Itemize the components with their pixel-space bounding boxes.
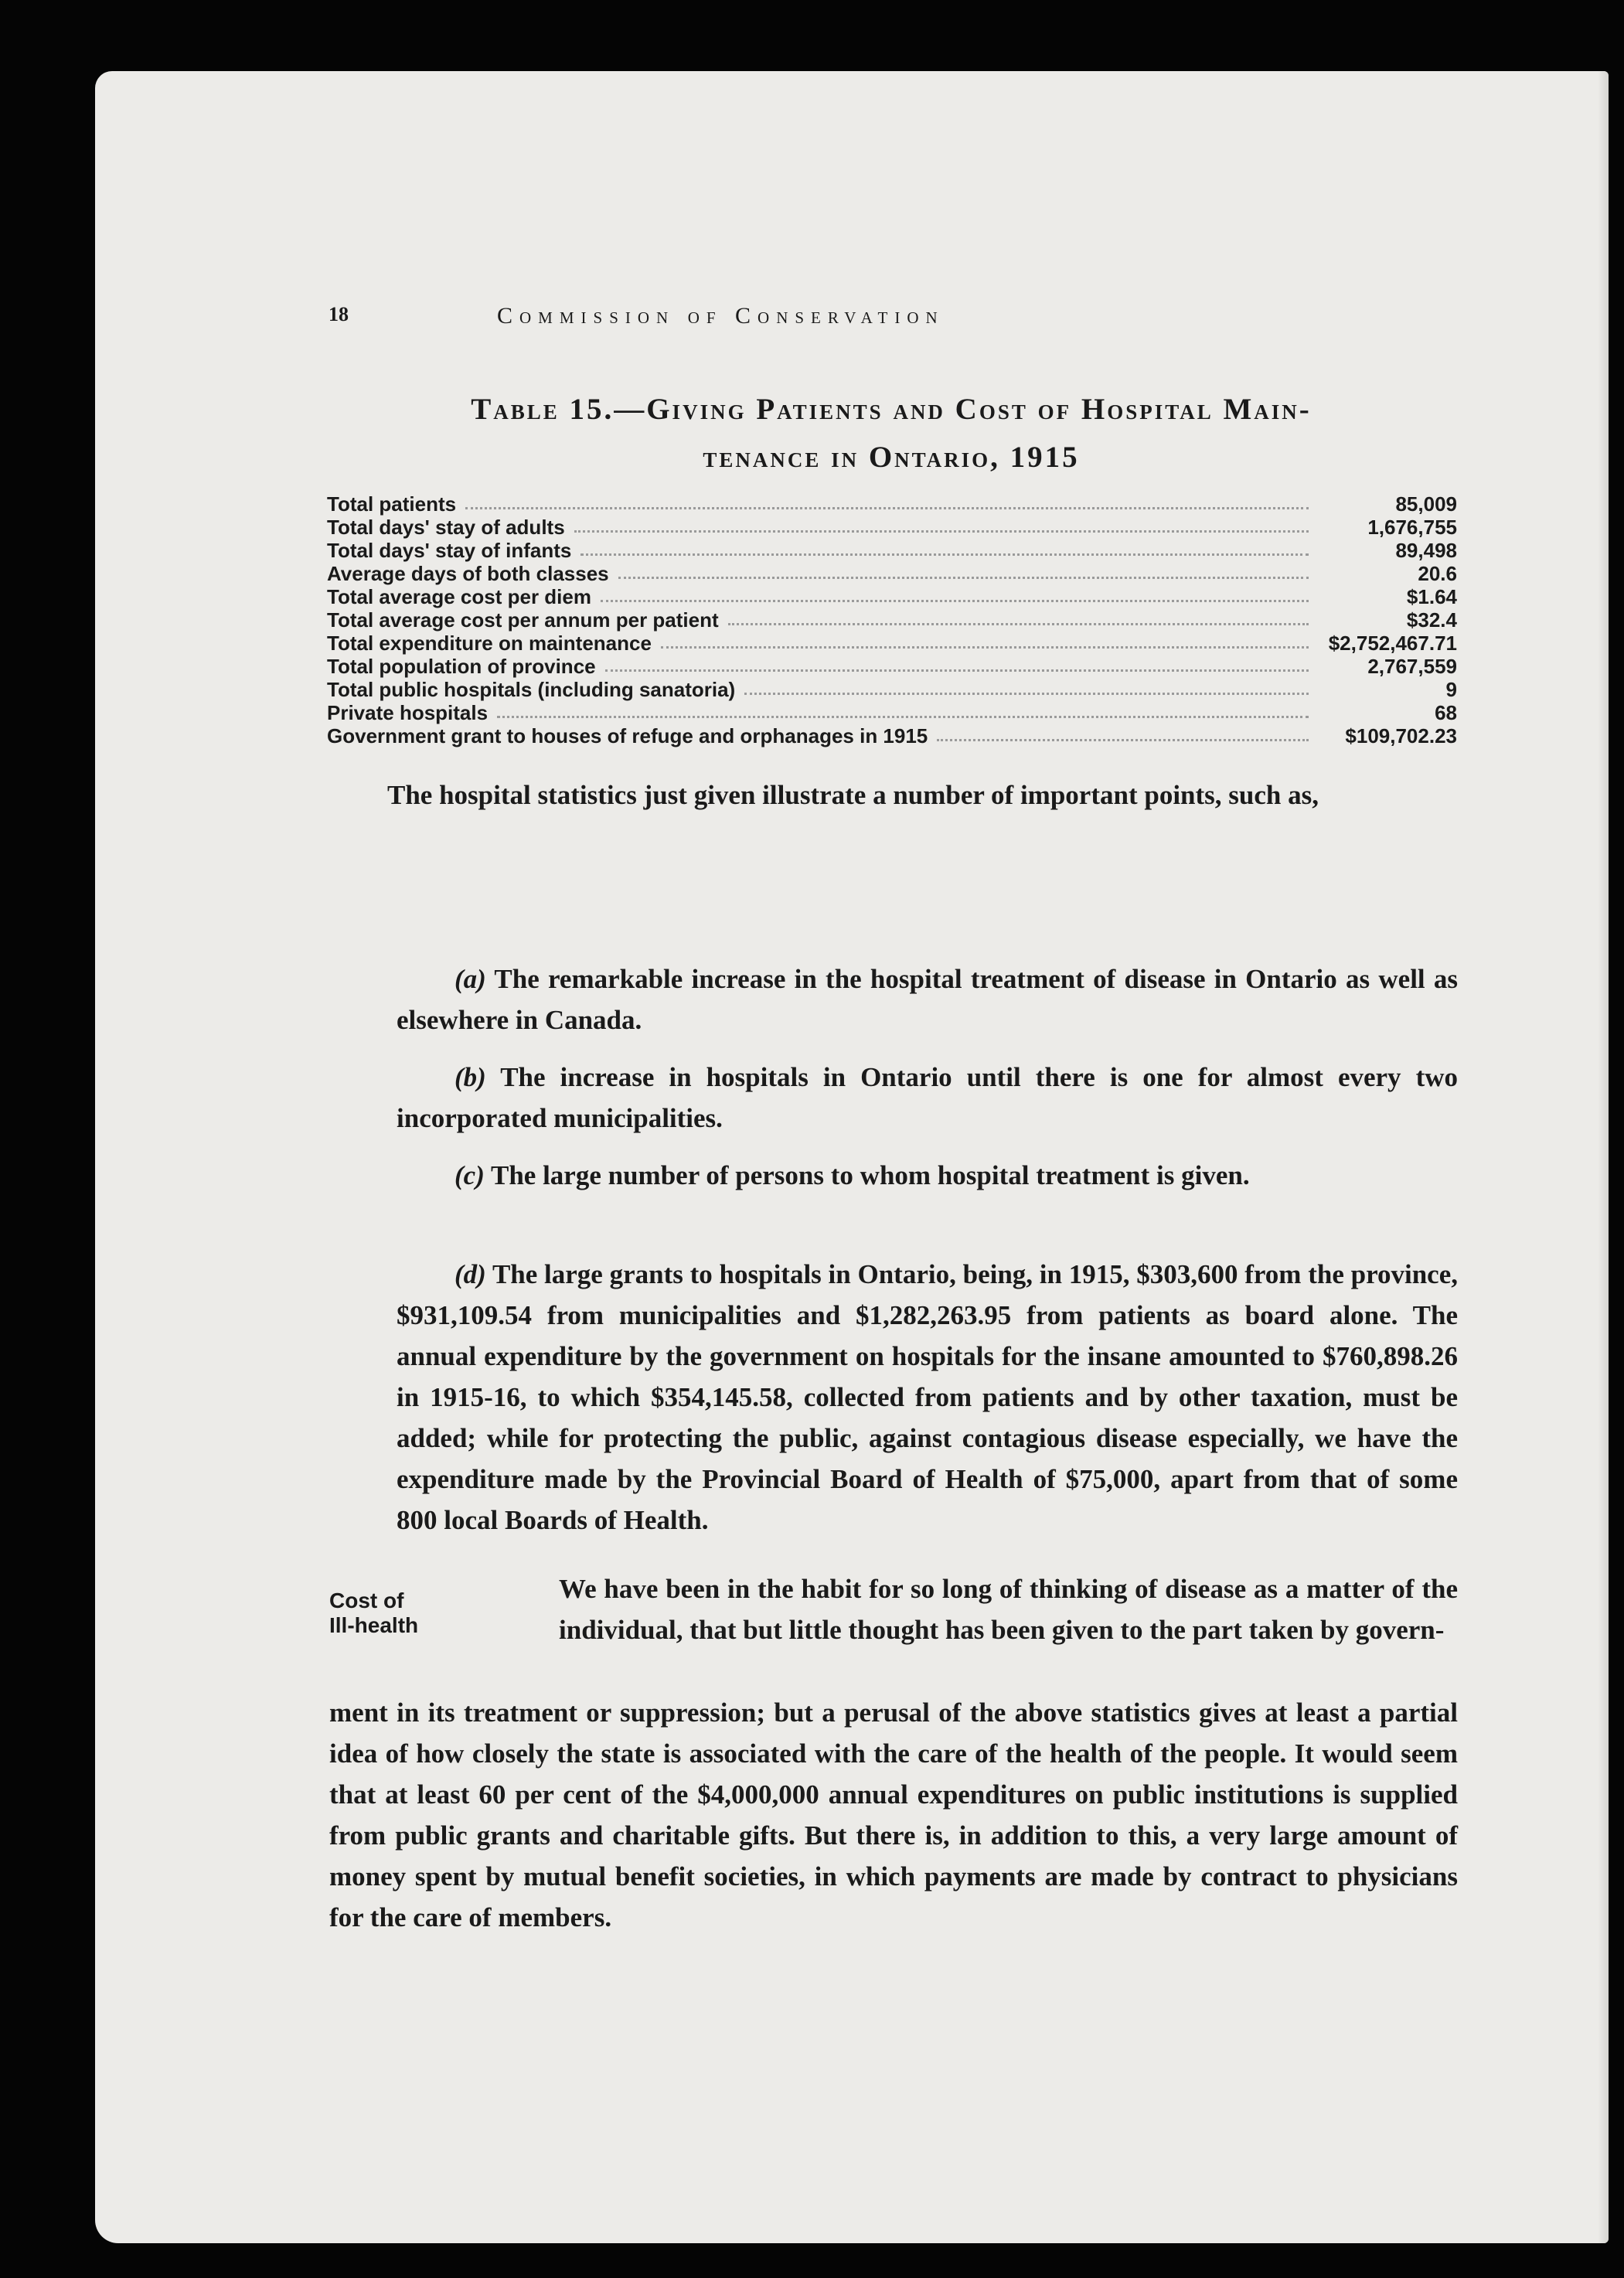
list-item-d bbox=[397, 1254, 1458, 1541]
leader-dots bbox=[744, 678, 1309, 695]
table-row bbox=[327, 585, 1457, 608]
item-marker: (d) bbox=[455, 1259, 486, 1289]
leader-dots bbox=[605, 655, 1309, 672]
list-item-b bbox=[397, 1057, 1458, 1139]
cost-paragraph-continued: ment in its treatment or suppression; but a perusal of the above statistics gives at least a partial idea of how closely the state is associated with the care of the health of the people. It would seem that at least 60 per cent of the $4,000,000 annual expenditures on public institutions is supplied from public grants and charitable gifts. But there is, in addition to this, a very large amount of money spent by mutual benefit societies, in which payments are made by contract to physicians for the care of members. bbox=[329, 1697, 1458, 1932]
margin-note bbox=[329, 1588, 418, 1638]
leader-dots bbox=[465, 492, 1309, 509]
item-marker: (b) bbox=[455, 1062, 486, 1092]
row-label: Total days' stay of adults bbox=[327, 516, 565, 539]
table-row bbox=[327, 516, 1457, 539]
leader-dots bbox=[497, 701, 1309, 718]
list-item-c bbox=[397, 1155, 1458, 1196]
row-value: $1.64 bbox=[1406, 585, 1457, 608]
row-value: 85,009 bbox=[1395, 492, 1457, 516]
row-label: Private hospitals bbox=[327, 701, 489, 724]
row-value: $2,752,467.71 bbox=[1328, 632, 1457, 655]
item-text: The large grants to hospitals in Ontario, being, in 1915, $303,600 from the province, $931,109.54 from municipalities and $1,282,263.95 from patients as board alone. The annual expenditure by the government on hospitals for the insane amounted to $760,898.26 in 1915-16, to which $354,145.58, collected from patients and by other taxation, must be added; while for protecting the public, against contagious disease especially, we have the expenditure made by the Provincial Board of Health of $75,000, apart from that of some 800 local Boards of Health. bbox=[397, 1259, 1458, 1535]
page-edge-shadow bbox=[1598, 71, 1609, 2243]
item-marker: (a) bbox=[455, 964, 486, 994]
list-item-a bbox=[397, 959, 1458, 1040]
row-label: Total days' stay of infants bbox=[327, 539, 572, 562]
table-row bbox=[327, 701, 1457, 724]
row-label: Government grant to houses of refuge and orphanages in 1915 bbox=[327, 724, 928, 747]
row-value: 89,498 bbox=[1395, 539, 1457, 562]
cost-paragraph-start: We have been in the habit for so long of thinking of disease as a matter of the individual, that but little thought has been given to the part taken by govern- bbox=[559, 1574, 1458, 1645]
table-row bbox=[327, 724, 1457, 747]
statistics-table bbox=[327, 492, 1457, 747]
leader-dots bbox=[661, 632, 1309, 649]
margin-note-line-2: Ill-health bbox=[329, 1613, 419, 1637]
row-value: $32.4 bbox=[1406, 608, 1457, 632]
item-text: The remarkable increase in the hospital treatment of disease in Ontario as well as elsewhere in Canada. bbox=[397, 964, 1458, 1035]
leader-dots bbox=[580, 539, 1309, 556]
row-value: 2,767,559 bbox=[1367, 655, 1457, 678]
leader-dots bbox=[574, 516, 1309, 533]
page-number: 18 bbox=[329, 303, 349, 325]
leader-dots bbox=[618, 562, 1309, 579]
intro-paragraph: The hospital statistics just given illustrate a number of important points, such as, bbox=[387, 780, 1319, 810]
row-label: Total population of province bbox=[327, 655, 596, 678]
row-label: Average days of both classes bbox=[327, 562, 609, 585]
row-label: Total expenditure on maintenance bbox=[327, 632, 652, 655]
row-label: Total patients bbox=[327, 492, 457, 516]
table-row bbox=[327, 562, 1457, 585]
document-page bbox=[95, 71, 1609, 2243]
leader-dots bbox=[601, 585, 1309, 602]
table-row bbox=[327, 655, 1457, 678]
table-row bbox=[327, 492, 1457, 516]
leader-dots bbox=[937, 724, 1309, 741]
row-label: Total average cost per annum per patient bbox=[327, 608, 719, 632]
row-value: 20.6 bbox=[1418, 562, 1457, 585]
leader-dots bbox=[728, 608, 1309, 625]
table-title-line-2: tenance in Ontario, 1915 bbox=[703, 441, 1080, 474]
table-row bbox=[327, 632, 1457, 655]
table-row bbox=[327, 608, 1457, 632]
row-value: 1,676,755 bbox=[1367, 516, 1457, 539]
item-marker: (c) bbox=[455, 1160, 485, 1190]
table-title bbox=[327, 386, 1455, 482]
running-title: Commission of Conservation bbox=[497, 303, 945, 329]
table-title-line-1: Table 15.—Giving Patients and Cost of Hospital Main- bbox=[471, 393, 1312, 426]
item-text: The large number of persons to whom hospital treatment is given. bbox=[490, 1160, 1250, 1190]
row-value: 9 bbox=[1445, 678, 1457, 701]
margin-note-line-1: Cost of bbox=[329, 1588, 404, 1612]
row-label: Total average cost per diem bbox=[327, 585, 591, 608]
table-row bbox=[327, 539, 1457, 562]
running-header bbox=[95, 303, 1609, 334]
table-row bbox=[327, 678, 1457, 701]
row-value: 68 bbox=[1435, 701, 1457, 724]
row-value: $109,702.23 bbox=[1345, 724, 1457, 747]
item-text: The increase in hospitals in Ontario until there is one for almost every two incorporated municipalities. bbox=[397, 1062, 1459, 1133]
row-label: Total public hospitals (including sanatoria) bbox=[327, 678, 736, 701]
